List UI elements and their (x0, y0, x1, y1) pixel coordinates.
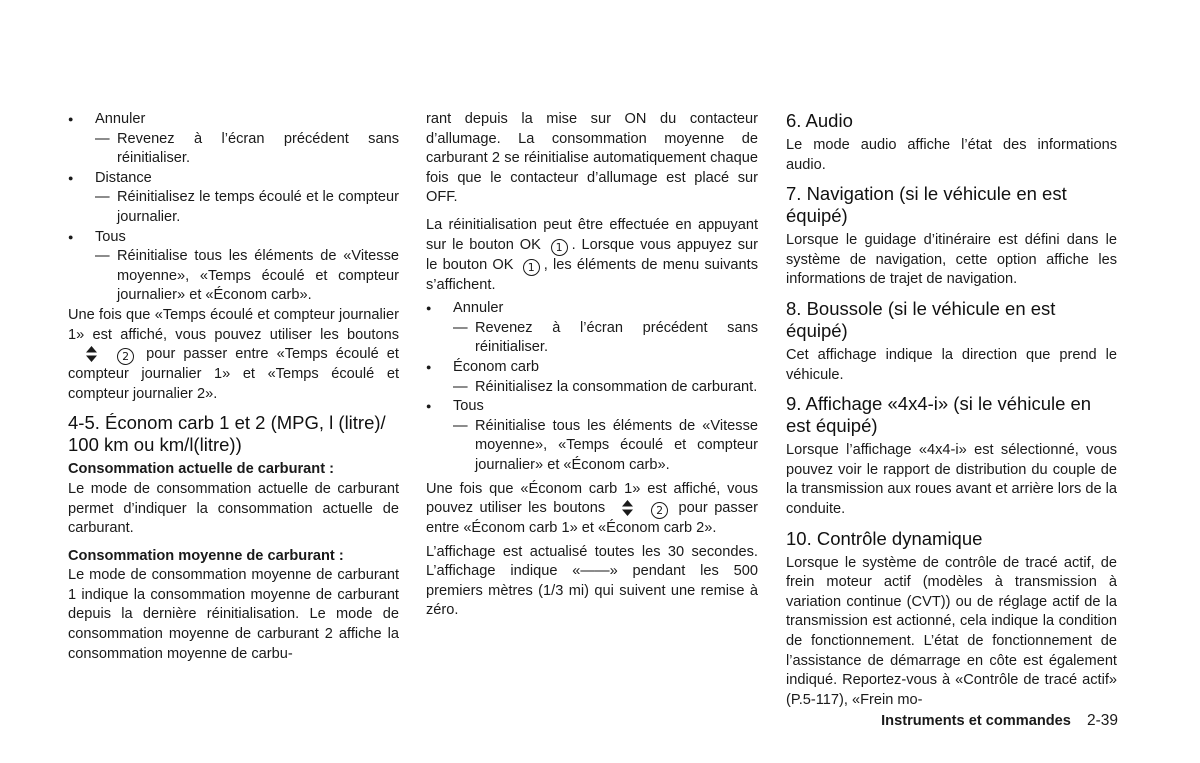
list-item (68, 110, 399, 130)
paragraph: L’affichage est actualisé toutes les 30 secondes. L’affichage indique «——» pendant les 500 premiers mètres (1/3 mi) qui suivent une remise à zéro. (426, 543, 758, 619)
list-item (68, 169, 399, 189)
button-2-icon: 2 (117, 348, 134, 365)
subheading: Consommation moyenne de carburant : (68, 547, 344, 564)
paragraph (426, 480, 758, 539)
list-subitem (68, 130, 399, 169)
column-left (68, 110, 399, 664)
page-footer (881, 711, 1118, 731)
list-item (426, 397, 758, 417)
section-heading: 8. Boussole (si le véhicule en est équipé) (786, 297, 1056, 341)
paragraph: rant depuis la mise sur ON du contacteur d’allumage. La consommation moyenne de carburant 2 se réinitialise automatiquement chaque fois que le contacteur d’allumage est placé sur OFF. (426, 111, 758, 206)
list-subitem-text: Revenez à l’écran précédent sans réinitialiser. (475, 319, 758, 356)
subheading: Consommation actuelle de carburant : (68, 461, 334, 478)
dash-mark: — (453, 417, 468, 434)
column-middle (426, 110, 758, 621)
list-item-label: Annuler (95, 111, 146, 127)
dash-mark: — (95, 248, 110, 265)
paragraph-text: . Lorsque vous appuyez sur le bouton OK (426, 236, 758, 273)
section-heading: 6. Audio (786, 110, 853, 131)
button-2-icon: 2 (651, 502, 668, 519)
button-1-icon: 1 (523, 259, 540, 276)
list-subitem (426, 417, 758, 476)
list-item-label: Tous (453, 398, 484, 415)
bullet-dot: ● (426, 361, 432, 372)
list-item-label: Annuler (453, 300, 504, 317)
up-down-arrows-icon (622, 500, 633, 516)
list-subitem (426, 378, 758, 398)
paragraph: Le mode de consommation actuelle de carburant permet d’indiquer la consommation actuelle de carburant. (68, 480, 399, 537)
paragraph-text: Une fois que «Économ carb 1» est affiché, vous pouvez utiliser les boutons (426, 480, 758, 517)
paragraph-text: La réinitialisation peut être effectuée en appuyant sur le bouton OK (426, 216, 758, 253)
list-subitem (68, 188, 399, 227)
list-subitem (426, 319, 758, 358)
button-1-icon: 1 (551, 239, 568, 256)
section-heading: 9. Affichage «4x4-i» (si le véhicule en est équipé) (786, 393, 1092, 437)
paragraph: Le mode audio affiche l’état des informations audio. (786, 137, 1117, 173)
paragraph (68, 306, 399, 404)
paragraph-text: , les éléments de menu suivants s’affichent. (426, 256, 758, 293)
list-item-label: Tous (95, 228, 126, 245)
page-number: 2-39 (1086, 712, 1118, 729)
paragraph: Lorsque le guidage d’itinéraire est défini dans le système de navigation, cette option affiche les informations de trajet de navigation. (786, 232, 1117, 288)
section-heading: 10. Contrôle dynamique (786, 527, 983, 549)
list-item (68, 228, 399, 248)
dash-mark: — (95, 189, 110, 206)
bullet-dot: ● (68, 114, 74, 124)
list-subitem-text: Réinitialise tous les éléments de «Vitesse moyenne», «Temps écoulé et compteur journalier» et «Économ carb». (475, 417, 758, 473)
bullet-dot: ● (68, 172, 74, 183)
paragraph-text: pour passer entre «Temps écoulé et compteur journalier 1» et «Temps écoulé et compteur journalier 2». (68, 346, 399, 402)
list-subitem-text: Réinitialisez le temps écoulé et le compteur journalier. (117, 189, 399, 225)
bullet-dot: ● (68, 231, 74, 242)
list-item (426, 299, 758, 319)
list-subitem-text: Revenez à l’écran précédent sans réinitialiser. (117, 130, 399, 167)
list-subitem (68, 247, 399, 306)
list-item-label: Économ carb (453, 358, 539, 375)
bullet-dot: ● (426, 401, 432, 412)
section-heading: 4-5. Économ carb 1 et 2 (MPG, l (litre)/ 100 km ou km/l(litre)) (68, 412, 386, 456)
section-heading: 7. Navigation (si le véhicule en est équipé) (786, 183, 1067, 227)
list-subitem-text: Réinitialise tous les éléments de «Vitesse moyenne», «Temps écoulé et compteur journalier» et «Économ carb». (117, 248, 399, 304)
column-right (786, 110, 1117, 710)
footer-section-title: Instruments et commandes (881, 713, 1071, 729)
list-subitem-text: Réinitialisez la consommation de carburant. (475, 378, 758, 395)
list-item-label: Distance (95, 169, 152, 186)
list-item (426, 358, 758, 378)
dash-mark: — (453, 378, 468, 395)
paragraph-text: pour passer entre «Économ carb 1» et «Économ carb 2». (426, 500, 758, 537)
dash-mark: — (95, 130, 110, 147)
bullet-dot: ● (426, 303, 432, 314)
up-down-arrows-icon (86, 346, 97, 362)
dash-mark: — (453, 319, 468, 336)
paragraph: Cet affichage indique la direction que prend le véhicule. (786, 346, 1117, 383)
paragraph: Lorsque le système de contrôle de tracé actif, de frein moteur actif (modèles à transmission à variation continue (CVT)) ou de réglage actif de la transmission est actionné, cela indique la condition de fonctionnement. L’état de fonctionnement de l’assistance de démarrage en côte est également indiqué. Reportez-vous à «Contrôle de tracé actif» (P.5-117), «Frein mo- (786, 554, 1117, 708)
paragraph: Lorsque l’affichage «4x4-i» est sélectionné, vous pouvez voir le rapport de distribution du couple de la transmission aux roues avant et arrière lors de la conduite. (786, 442, 1117, 517)
paragraph: Le mode de consommation moyenne de carburant 1 indique la consommation moyenne de carburant depuis la dernière réinitialisation. Le mode de consommation moyenne de carburant 2 affiche la consommation moyenne de carbu- (68, 567, 399, 662)
paragraph-text: Une fois que «Temps écoulé et compteur journalier 1» est affiché, vous pouvez utiliser les boutons (68, 306, 399, 343)
paragraph (426, 216, 758, 295)
